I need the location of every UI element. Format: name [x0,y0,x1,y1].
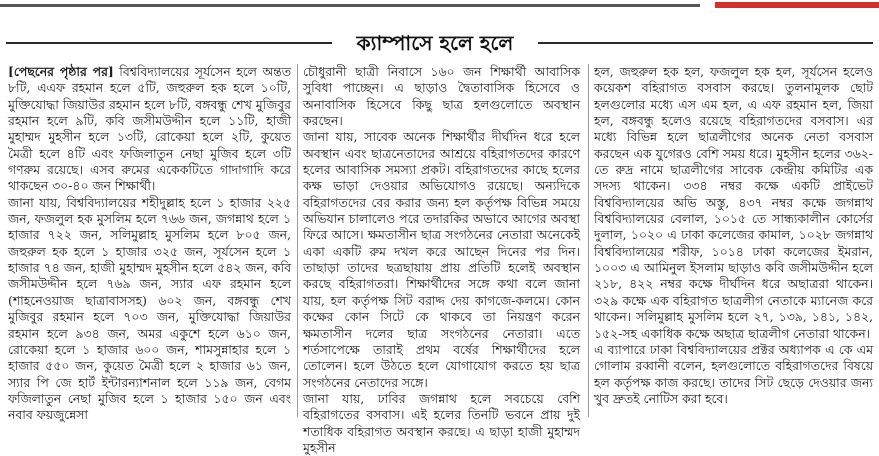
column-divider-1 [297,64,298,417]
top-rule-red-accent [715,2,879,8]
column-divider-2 [588,64,589,417]
continued-from-label: [পেছনের পৃষ্ঠার পর] [8,64,114,79]
headline-rule-left [6,42,332,44]
article-column-3 [594,64,873,417]
column-1-paragraph-2: জানা যায়, বিশ্ববিদ্যালয়ের শহীদুল্লাহ হলে ১ হাজার ২২৫ জন, ফজলুল হক মুসলিম হলে ৭৬৬ জন, জগন্নাথ হলে ১ হাজার ৭২২ জন, সলিমুল্লাহ মুসলিম হলে ৮০৫ জন, জহুরুল হক হলে ১ হাজার ৩২৫ জন, সূর্যসেন হলে ১ হাজার ৭৪ জন, হাজী মুহাম্মদ মুহসীন হলে ৫৪২ জন, কবি জসীমউদ্দীন হলে ৭৬৯ জন, স্যার এফ রহমান হলে (শাহনেওয়াজ ছাত্রাবাসসহ) ৬০২ জন, বঙ্গবন্ধু শেখ মুজিবুর রহমান হলে ৭০৩ জন, মুক্তিযোদ্ধা জিয়াউর রহমান হলে ৯৩৪ জন, অমর একুশে হলে ৬১০ জন, রোকেয়া হলে ১ হাজার ৬০০ জন, শামসুন্নাহার হলে ১ হাজার ৫৫০ জন, কুয়েত মৈত্রী হলে ২ হাজার ৬১ জন, স্যার পি জে হার্ট ইন্টারন্যাশনাল হলে ১১৯ জন, বেগম ফজিলাতুন নেছা মুজিব হলে ১ হাজার ১৫০ জন এবং নবাব ফয়জুন্নেসা [8,194,291,423]
column-2-paragraph-1: চৌধুরানী ছাত্রী নিবাসে ১৬০ জন শিক্ষার্থী আবাসিক সুবিধা পাচ্ছেন। এ ছাড়াও দ্বৈতাবাসিক হিসেবে ও অনাবাসিক হিসেবে কিছু ছাত্র হলগুলোতে অবস্থান করছেন। [303,64,580,129]
headline-rule-right [538,42,873,44]
headline-bar [0,28,879,58]
column-2-paragraph-3: জানা যায়, ঢাবির জগন্নাথ হলে সবচেয়ে বেশি বহিরাগতের বসবাস। এই হলের তিনটি ভবনে প্রায় দুই শতাধিক বহিরাগত অবস্থান করছে। এ ছাড়া হাজী মুহাম্মদ মুহসীন [303,390,580,455]
column-3-paragraph-1: হল, জহুরুল হক হল, ফজলুল হক হল, সূর্যসেন হলেও কয়েকশ বহিরাগত বসবাস করছে। তুলনামূলক ছোট হলগুলোর মধ্যে এস এম হল, এ এফ রহমান হল, জিয়া হল, বঙ্গবন্ধু হলেও রয়েছে বহিরাগতদের বসবাস। এর মধ্যে বিভিন্ন হলে ছাত্রলীগের অনেক নেতা বসবাস করছেন এক যুগেরও বেশি সময় ধরে। মুহসীন হলের ৩৬২-তে রুদ্র নামে ছাত্রলীগের সাবেক কেন্দ্রীয় কমিটির এক সদস্য থাকেন। ৩৩৪ নম্বর কক্ষে একটি প্রাইভেট বিশ্ববিদ্যালয়ের অভি অস্তু, ৪৩৭ নম্বর কক্ষে জগন্নাথ বিশ্ববিদ্যালয়ের বেলাল, ১০১৫ তে সান্ধ্যকালীন কোর্সের দুলাল, ১০২০ এ ঢাকা কলেজের কামাল, ১০২৮ জগন্নাথ বিশ্ববিদ্যালয়ের শরীফ, ১০১৪ ঢাকা কলেজের ইমরান, ১০০৩ এ আমিনুল ইসলাম ছাড়াও কবি জসীমউদ্দীন হলে ২১৮, ৪২২ নম্বর কক্ষে দীর্ঘদিন ধরে অছাত্ররা থাকেন। ৩২৯ কক্ষে এক বহিরাগত ছাত্রলীগ নেতাকে ম্যানেজ করে থাকেন। সলিমুল্লাহ মুসলিম হলে ২৭, ১৩৯, ১৪১, ১৪২, ১৫২-সহ একাধিক কক্ষে অছাত্র ছাত্রলীগ নেতারা থাকেন। [594,64,873,341]
column-2-paragraph-2: জানা যায়, সাবেক অনেক শিক্ষার্থীর দীর্ঘদিন ধরে হলে অবস্থান এবং ছাত্রনেতাদের আশ্রয়ে বহিরাগতদের কারণে হলের আবাসিক সমস্যা প্রকট। বহিরাগতদের কাছে হলের কক্ষ ভাড়া দেওয়ার অভিযোগও রয়েছে। অন্যদিকে বহিরাগতদের বের করার জন্য হল কর্তৃপক্ষ বিভিন্ন সময়ে অভিযান চালালেও পরে তদারকির অভাবে আগের অবস্থা ফিরে আসে। ক্ষমতাসীন ছাত্র সংগঠনের নেতারা অনেকেই একা একটি রুম দখল করে আছেন দিনের পর দিন। তাছাড়া তাদের ছত্রছায়ায় প্রায় প্রতিটি হলেই অবস্থান করছে বহিরাগতরা। শিক্ষার্থীদের সঙ্গে কথা বলে জানা যায়, হল কর্তৃপক্ষ সিট বরাদ্দ দেয় কাগজে-কলমে। কোন কক্ষের কোন সিটে কে থাকবে তা নিয়ন্ত্রণ করেন ক্ষমতাসীন দলের ছাত্র সংগঠনের নেতারা। এতে শর্তসাপেক্ষে তারাই প্রথম বর্ষের শিক্ষার্থীদের হলে তোলেন। হলে উঠতে হলে যোগাযোগ করতে হয় ছাত্র সংগঠনের নেতাদের সঙ্গে। [303,129,580,390]
top-rule-gray [0,4,700,7]
article-column-1 [8,64,292,423]
column-1-paragraph-1 [8,64,291,195]
article-column-2 [303,64,580,455]
column-3-paragraph-2: এ ব্যাপারে ঢাকা বিশ্ববিদ্যালয়ের প্রক্টর অধ্যাপক এ কে এম গোলাম রব্বানী বলেন, হলগুলোতে বহিরাগতদের বিষয়ে হল কর্তৃপক্ষ কাজ করছে। তাদের সিট ছেড়ে দেওয়ার জন্য খুব দ্রুতই নোটিস করা হবে। [594,341,873,406]
column-1-text: বিশ্ববিদ্যালয়ের সূর্যসেন হলে অন্তত ৮টি, এএফ রহমান হলে ৫টি, জহুরুল হক হলে ১০টি, মুক্তিযোদ্ধা জিয়াউর রহমান হলে ৮টি, বঙ্গবন্ধু শেখ মুজিবুর রহমান হলে ৯টি, কবি জসীমউদ্দীন হলে ১১টি, হাজী মুহাম্মদ মুহসীন হলে ১৩টি, রোকেয়া হলে ২টি, কুয়েত মৈত্রী হলে ৪টি এবং ফজিলাতুন নেছা মুজিব হলে ৩টি গণরুম রয়েছে। এসব রুমের একেকটিতে গাদাগাদি করে থাকছেন ৩০-৪০ জন শিক্ষার্থী। [8,64,292,194]
page-headline: ক্যাম্পাসে হলে হলে [356,31,514,55]
